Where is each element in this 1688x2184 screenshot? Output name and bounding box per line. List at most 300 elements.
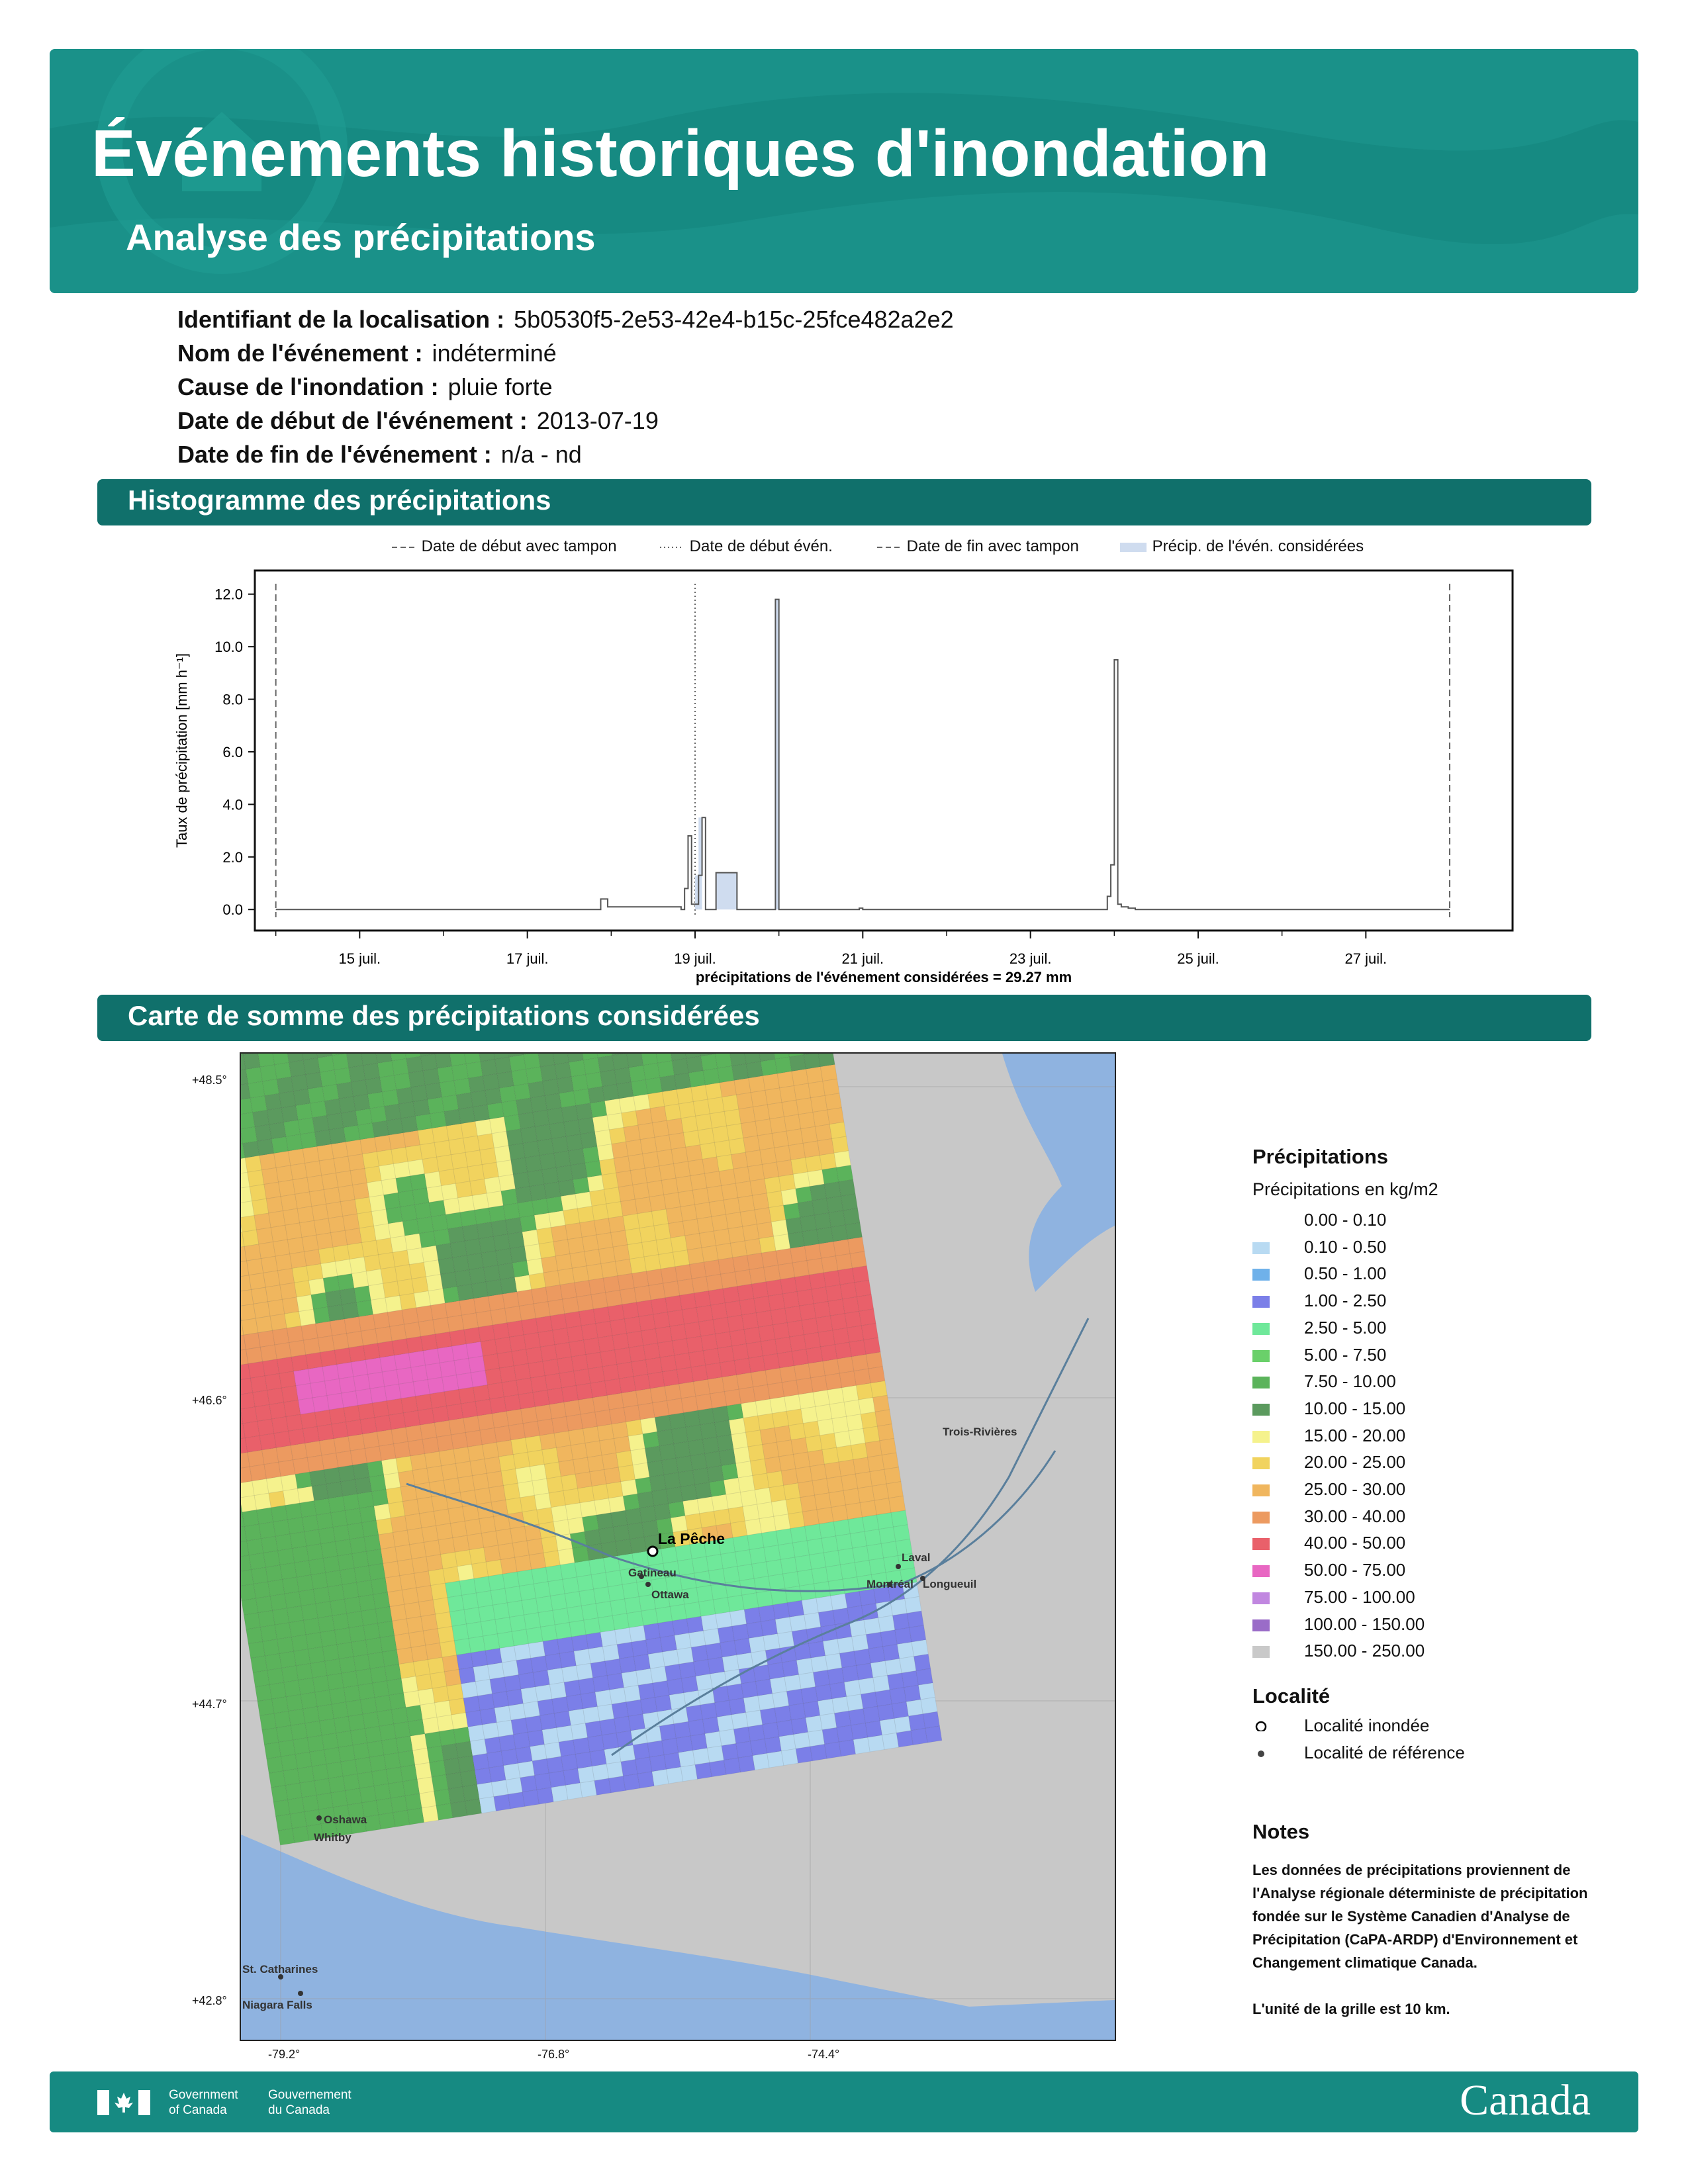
raster-cell: [793, 1172, 810, 1189]
raster-cell: [806, 1156, 822, 1172]
raster-cell: [473, 1754, 489, 1770]
raster-cell: [259, 1242, 275, 1259]
raster-cell: [584, 1618, 600, 1635]
raster-cell: [659, 1252, 675, 1269]
raster-cell: [732, 1344, 749, 1361]
raster-cell: [340, 1199, 357, 1216]
raster-cell: [295, 1281, 311, 1297]
raster-cell: [281, 1106, 298, 1122]
raster-cell: [352, 1271, 369, 1288]
raster-cell: [516, 1187, 532, 1203]
raster-cell: [448, 1226, 465, 1243]
raster-cell: [252, 1479, 269, 1495]
raster-cell: [680, 1484, 697, 1501]
raster-cell: [774, 1146, 791, 1162]
raster-cell: [505, 1586, 522, 1603]
raster-cell: [595, 1690, 612, 1706]
raster-cell: [275, 1623, 291, 1639]
raster-cell: [258, 1139, 274, 1156]
raster-cell: [405, 1514, 422, 1530]
raster-cell: [297, 1206, 314, 1223]
raster-cell: [772, 1411, 788, 1428]
raster-cell: [326, 1202, 343, 1218]
lat-label: +44.7°: [192, 1698, 227, 1711]
raster-cell: [477, 1782, 494, 1799]
raster-cell: [580, 1500, 596, 1517]
raster-cell: [265, 1374, 281, 1390]
raster-cell: [716, 1243, 733, 1259]
raster-cell: [549, 1210, 565, 1227]
raster-cell: [438, 1066, 454, 1083]
legend-dashed-line-icon: [391, 541, 417, 554]
raster-cell: [653, 1681, 669, 1698]
raster-cell: [510, 1615, 526, 1631]
raster-cell: [516, 1378, 533, 1394]
raster-cell: [369, 1195, 386, 1212]
raster-cell: [292, 1546, 308, 1563]
raster-cell: [336, 1539, 352, 1556]
raster-cell: [271, 1137, 288, 1154]
raster-cell: [538, 1139, 554, 1156]
raster-cell: [824, 1462, 841, 1479]
raster-cell: [318, 1527, 335, 1544]
raster-cell: [277, 1357, 293, 1373]
raster-cell: [609, 1776, 626, 1793]
raster-cell: [863, 1515, 879, 1531]
raster-cell: [728, 1506, 745, 1523]
raster-cell: [813, 1390, 829, 1406]
raster-cell: [344, 1597, 361, 1614]
raster-cell: [473, 1105, 489, 1121]
raster-cell: [661, 1178, 678, 1195]
raster-cell: [335, 1628, 352, 1645]
raster-cell: [651, 1209, 668, 1226]
raster-cell: [263, 1079, 279, 1096]
raster-cell: [269, 1122, 286, 1139]
raster-cell: [486, 1560, 502, 1576]
raster-cell: [647, 1181, 664, 1197]
raster-cell: [780, 1086, 796, 1103]
raster-cell: [444, 1758, 460, 1774]
raster-cell: [565, 1592, 581, 1608]
raster-cell: [363, 1152, 379, 1168]
raster-cell: [286, 1414, 303, 1431]
raster-cell: [810, 1745, 827, 1761]
raster-cell: [813, 1110, 829, 1126]
raster-cell: [333, 1245, 350, 1261]
raster-cell: [882, 1733, 899, 1749]
raster-cell: [527, 1539, 543, 1555]
info-value: 5b0530f5-2e53-42e4-b15c-25fce482a2e2: [514, 306, 954, 333]
raster-cell: [923, 1711, 939, 1728]
raster-cell: [387, 1398, 403, 1415]
raster-cell: [506, 1498, 522, 1514]
raster-cell: [818, 1330, 835, 1347]
raster-cell: [261, 1167, 278, 1184]
raster-cell: [430, 1112, 446, 1128]
raster-cell: [711, 1303, 727, 1320]
raster-cell: [426, 1555, 443, 1571]
raster-cell: [849, 1709, 865, 1725]
raster-cell: [338, 1273, 354, 1290]
raster-cell: [434, 1509, 450, 1525]
raster-cell: [783, 1572, 800, 1588]
raster-cell: [414, 1660, 430, 1676]
raster-cell: [457, 1284, 474, 1300]
raster-cell: [724, 1389, 741, 1406]
raster-cell: [921, 1698, 937, 1714]
raster-cell: [454, 1358, 471, 1375]
gov-en-line1: Government: [169, 2088, 238, 2102]
raster-cell: [576, 1663, 592, 1680]
raster-cell: [738, 1195, 755, 1212]
raster-cell: [852, 1635, 868, 1651]
raster-cell: [702, 1246, 718, 1262]
raster-cell: [305, 1161, 322, 1177]
raster-cell: [492, 1412, 508, 1428]
raster-cell: [800, 1495, 817, 1512]
raster-cell: [530, 1096, 547, 1113]
raster-cell: [336, 1171, 353, 1187]
raster-cell: [589, 1558, 606, 1574]
raster-cell: [739, 1387, 755, 1404]
gov-fr-line1: Gouvernement: [268, 2088, 352, 2102]
raster-cell: [859, 1589, 876, 1606]
raster-cell: [416, 1586, 433, 1602]
raster-cell: [434, 1789, 451, 1805]
raster-cell: [769, 1574, 785, 1590]
raster-cell: [502, 1381, 518, 1397]
raster-cell: [638, 1403, 655, 1420]
raster-cell: [410, 1542, 426, 1559]
raster-cell: [845, 1503, 862, 1520]
raster-cell: [423, 1068, 440, 1085]
raster-cell: [409, 1631, 426, 1647]
raster-cell: [528, 1361, 545, 1378]
x-axis-label: précipitations de l'événement considérées = 29.27 mm: [695, 969, 1072, 985]
raster-cell: [774, 1706, 791, 1722]
color-swatch: [1252, 1538, 1270, 1550]
raster-cell: [665, 1104, 681, 1120]
raster-cell: [244, 1054, 260, 1069]
raster-cell: [325, 1379, 342, 1395]
raster-cell: [745, 1150, 762, 1167]
page-subtitle: Analyse des précipitations: [126, 216, 596, 258]
raster-cell: [504, 1675, 521, 1692]
raster-cell: [710, 1392, 727, 1408]
raster-cell: [859, 1678, 875, 1694]
raster-cell: [859, 1398, 875, 1414]
raster-cell: [823, 1079, 839, 1095]
raster-cell: [726, 1581, 742, 1598]
raster-cell: [301, 1604, 318, 1620]
raster-cell: [501, 1749, 518, 1766]
raster-cell: [718, 1626, 734, 1643]
raster-cell: [293, 1738, 310, 1754]
raster-cell: [784, 1394, 801, 1411]
raster-cell: [395, 1265, 412, 1281]
raster-cell: [647, 1269, 663, 1285]
raster-cell: [649, 1475, 666, 1491]
raster-cell: [581, 1132, 597, 1148]
raster-cell: [742, 1593, 759, 1610]
raster-cell: [681, 1396, 698, 1413]
raster-cell: [391, 1707, 408, 1724]
raster-cell: [563, 1768, 580, 1785]
raster-cell: [268, 1580, 285, 1596]
raster-cell: [766, 1279, 782, 1296]
gov-en-line2: of Canada: [169, 2103, 227, 2117]
raster-cell: [378, 1621, 395, 1637]
raster-cell: [657, 1150, 673, 1166]
raster-cell: [684, 1602, 701, 1619]
raster-cell: [714, 1509, 730, 1525]
raster-cell: [263, 1359, 279, 1376]
raster-cell: [802, 1318, 818, 1335]
legend-class-label: 5.00 - 7.50: [1304, 1344, 1387, 1365]
raster-cell: [288, 1518, 305, 1534]
raster-cell: [837, 1637, 854, 1653]
raster-cell: [609, 1128, 626, 1144]
raster-cell: [292, 1266, 308, 1283]
raster-cell: [785, 1306, 802, 1322]
raster-cell: [749, 1547, 766, 1564]
raster-cell: [776, 1160, 793, 1177]
info-label: Cause de l'inondation :: [177, 373, 439, 400]
raster-cell: [276, 1445, 293, 1462]
raster-cell: [310, 1101, 327, 1118]
legend-class-label: 25.00 - 30.00: [1304, 1479, 1406, 1499]
raster-cell: [406, 1617, 423, 1633]
raster-cell: [747, 1342, 763, 1358]
raster-cell: [411, 1645, 428, 1662]
raster-cell: [500, 1646, 516, 1662]
raster-cell: [374, 1224, 391, 1240]
raster-cell: [676, 1176, 692, 1193]
raster-cell: [322, 1645, 339, 1661]
raster-cell: [577, 1575, 594, 1592]
raster-cell: [582, 1235, 598, 1251]
raster-cell: [680, 1205, 697, 1221]
raster-cell: [645, 1446, 661, 1463]
raster-cell: [612, 1142, 628, 1158]
color-swatch: [1252, 1457, 1270, 1469]
raster-cell: [518, 1761, 534, 1778]
raster-cell: [855, 1472, 872, 1488]
raster-cell: [699, 1600, 716, 1616]
raster-cell: [559, 1180, 575, 1197]
raster-cell: [488, 1662, 504, 1679]
raster-cell: [480, 1148, 496, 1165]
raster-cell: [659, 1163, 676, 1180]
raster-cell: [771, 1220, 788, 1236]
raster-cell: [595, 1410, 612, 1426]
raster-cell: [375, 1135, 391, 1152]
raster-cell: [417, 1217, 434, 1234]
raster-cell: [449, 1698, 465, 1715]
raster-cell: [655, 1326, 672, 1343]
raster-cell: [731, 1521, 747, 1537]
x-tick-label: 19 juil.: [674, 950, 716, 967]
raster-cell: [281, 1194, 297, 1210]
raster-cell: [713, 1598, 729, 1614]
raster-cell: [574, 1369, 590, 1385]
raster-cell: [480, 1428, 496, 1445]
raster-cell: [619, 1097, 635, 1113]
raster-cell: [348, 1243, 364, 1259]
raster-cell: [780, 1366, 796, 1383]
raster-cell: [827, 1108, 844, 1124]
raster-cell: [422, 1437, 439, 1453]
raster-cell: [628, 1523, 644, 1539]
raster-cell: [700, 1231, 716, 1248]
raster-cell: [681, 1676, 698, 1693]
raster-cell: [690, 1453, 707, 1470]
raster-cell: [268, 1299, 285, 1316]
raster-cell: [675, 1265, 692, 1281]
raster-cell: [563, 1297, 579, 1314]
raster-cell: [258, 1330, 275, 1347]
raster-cell: [257, 1508, 273, 1524]
raster-cell: [321, 1541, 338, 1558]
raster-cell: [700, 1423, 717, 1439]
raster-cell: [744, 1327, 761, 1343]
raster-cell: [385, 1576, 402, 1592]
raster-cell: [590, 1381, 607, 1398]
raster-cell: [728, 1226, 745, 1243]
raster-cell: [562, 1386, 579, 1402]
raster-cell: [469, 1547, 486, 1564]
raster-cell: [609, 1496, 626, 1513]
raster-cell: [531, 1376, 547, 1392]
raster-cell: [360, 1138, 377, 1154]
raster-cell: [614, 1068, 631, 1084]
raster-cell: [859, 1309, 876, 1326]
raster-cell: [416, 1394, 432, 1410]
color-swatch: [1252, 1269, 1270, 1281]
raster-cell: [471, 1282, 488, 1298]
raster-cell: [297, 1295, 313, 1312]
raster-cell: [260, 1065, 277, 1081]
raster-cell: [513, 1172, 530, 1189]
raster-cell: [314, 1130, 331, 1146]
raster-cell: [618, 1185, 635, 1201]
raster-cell: [297, 1486, 314, 1503]
raster-cell: [749, 1636, 765, 1653]
raster-cell: [275, 1062, 291, 1079]
raster-cell: [792, 1349, 808, 1366]
raster-cell: [381, 1178, 398, 1195]
raster-cell: [776, 1440, 793, 1457]
raster-cell: [345, 1508, 361, 1525]
raster-cell: [468, 1445, 485, 1461]
raster-cell: [432, 1214, 448, 1231]
raster-cell: [784, 1674, 801, 1691]
raster-cell: [368, 1652, 385, 1668]
raster-cell: [559, 1371, 576, 1388]
raster-cell: [547, 1668, 564, 1684]
raster-cell: [759, 1236, 776, 1253]
raster-cell: [811, 1376, 827, 1392]
lon-label: -79.2°: [268, 2048, 301, 2061]
raster-cell: [277, 1637, 294, 1654]
raster-cell: [417, 1497, 434, 1514]
raster-cell: [506, 1129, 523, 1146]
raster-cell: [805, 1244, 821, 1261]
raster-cell: [463, 1416, 480, 1432]
precip-sum-map[interactable]: [240, 1052, 1116, 2041]
raster-cell: [876, 1513, 893, 1529]
raster-cell: [600, 1719, 616, 1735]
raster-cell: [765, 1177, 781, 1193]
raster-cell: [743, 1224, 759, 1241]
raster-cell: [295, 1752, 312, 1768]
raster-cell: [514, 1363, 530, 1380]
raster-cell: [425, 1083, 442, 1099]
raster-cell: [516, 1747, 532, 1763]
raster-cell: [459, 1667, 475, 1684]
raster-cell: [289, 1620, 306, 1637]
raster-cell: [784, 1115, 801, 1131]
raster-cell: [592, 1115, 609, 1132]
raster-cell: [551, 1785, 568, 1801]
event-fill-bar: [716, 873, 737, 910]
raster-cell: [671, 1427, 688, 1443]
raster-cell: [761, 1619, 777, 1636]
raster-cell: [641, 1329, 658, 1345]
raster-cell: [259, 1154, 276, 1170]
raster-cell: [473, 1385, 490, 1402]
raster-cell: [346, 1700, 363, 1716]
raster-cell: [377, 1430, 393, 1446]
raster-cell: [357, 1580, 373, 1597]
raster-cell: [739, 1298, 756, 1315]
raster-cell: [358, 1683, 375, 1700]
raster-cell: [720, 1081, 736, 1097]
raster-cell: [843, 1488, 860, 1505]
raster-cell: [473, 1473, 489, 1490]
raster-cell: [367, 1549, 383, 1566]
raster-cell: [712, 1494, 728, 1511]
raster-cell: [375, 1696, 391, 1712]
raster-cell: [681, 1116, 698, 1132]
raster-cell: [494, 1794, 510, 1811]
raster-cell: [244, 1613, 260, 1629]
raster-cell: [649, 1283, 665, 1300]
raster-cell: [361, 1698, 377, 1714]
raster-cell: [647, 1741, 664, 1757]
raster-cell: [838, 1268, 855, 1285]
raster-cell: [786, 1498, 802, 1514]
raster-cell: [827, 1388, 844, 1404]
raster-cell: [297, 1575, 313, 1592]
raster-cell: [645, 1166, 661, 1183]
raster-cell: [528, 1081, 545, 1098]
raster-cell: [663, 1281, 680, 1298]
raster-cell: [540, 1713, 557, 1730]
raster-cell: [439, 1449, 455, 1466]
raster-cell: [554, 1151, 571, 1167]
raster-cell: [753, 1385, 770, 1401]
raster-cell: [845, 1591, 861, 1608]
raster-cell: [263, 1271, 280, 1287]
raster-cell: [455, 1550, 471, 1567]
raster-cell: [389, 1413, 406, 1430]
raster-cell: [665, 1295, 682, 1312]
raster-cell: [724, 1758, 741, 1774]
raster-cell: [697, 1216, 714, 1233]
raster-cell: [522, 1790, 539, 1806]
